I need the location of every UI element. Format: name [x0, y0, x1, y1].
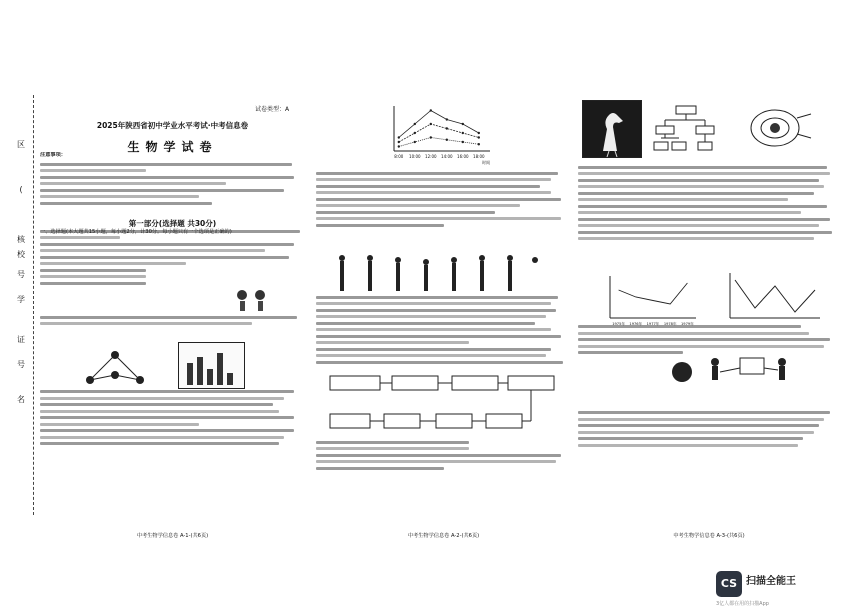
x-tick-label: 12:00 — [425, 154, 437, 159]
column-2 — [316, 168, 571, 523]
data-point — [398, 145, 400, 147]
text-line — [578, 431, 814, 434]
text-line — [316, 335, 561, 338]
text-line — [578, 192, 814, 195]
series-line-0 — [399, 111, 479, 138]
flower-pot-figure — [232, 287, 270, 317]
x-tick-label: 1977年 — [646, 322, 660, 326]
text-line — [40, 169, 146, 172]
binding-label: 学 — [17, 295, 25, 304]
text-line — [40, 189, 284, 192]
text-line — [316, 467, 444, 470]
population-line — [619, 283, 688, 304]
text-line — [578, 332, 809, 335]
cs-logo-icon: CS — [716, 571, 742, 597]
text-line — [578, 237, 814, 240]
text-line — [316, 302, 551, 305]
text-line — [40, 442, 279, 445]
text-line — [316, 178, 551, 181]
egg-structure-figure — [745, 104, 825, 149]
text-line — [316, 172, 558, 175]
data-point — [430, 123, 432, 125]
data-point — [446, 127, 448, 129]
text-line — [40, 195, 199, 198]
text-line — [40, 410, 279, 413]
movement-sequence-figure — [330, 252, 545, 298]
text-line — [316, 309, 556, 312]
binding-label: 号 — [17, 270, 25, 279]
text-line — [40, 416, 294, 419]
data-point — [462, 141, 464, 143]
text-line — [40, 403, 273, 406]
comparison-chart — [715, 268, 825, 328]
population-line-chart — [592, 270, 702, 330]
series-line-2 — [399, 138, 479, 147]
data-point — [478, 136, 480, 138]
text-line — [40, 202, 212, 205]
data-point — [446, 118, 448, 120]
text-line — [578, 444, 798, 447]
data-point — [414, 132, 416, 134]
text-line — [578, 218, 830, 221]
text-line — [578, 424, 819, 427]
text-line — [578, 351, 683, 354]
binding-label: 区 — [17, 140, 25, 149]
data-point — [430, 136, 432, 138]
bird-photo — [582, 100, 642, 158]
text-line — [316, 454, 561, 457]
text-line — [40, 182, 226, 185]
data-point — [462, 123, 464, 125]
notes-heading: 注意事项： — [40, 152, 66, 158]
text-line — [578, 179, 819, 182]
text-line — [316, 328, 551, 331]
text-line — [316, 217, 561, 220]
watermark-app-name: 扫描全能王 — [746, 576, 796, 587]
text-line — [316, 322, 535, 325]
x-tick-label: 1976年 — [629, 322, 643, 326]
text-line — [40, 256, 289, 259]
subject-title: 生物学试卷 — [127, 140, 218, 154]
section-1-heading: 第一部分(选择题 共30分) — [128, 219, 217, 228]
data-point — [478, 132, 480, 134]
data-point — [414, 123, 416, 125]
text-line — [578, 166, 827, 169]
x-tick-label: 10:00 — [409, 154, 421, 159]
binding-label: 校 — [17, 250, 25, 259]
watermark-tagline: 3亿人都在用的扫描App — [716, 601, 769, 607]
footer-page-3: 中考生物学信息卷 A-3-(共6页) — [673, 533, 745, 539]
text-line — [40, 243, 294, 246]
text-line — [316, 211, 495, 214]
text-line — [578, 185, 824, 188]
text-line — [578, 231, 832, 234]
x-tick-label: 18:00 — [473, 154, 485, 159]
binding-line — [33, 95, 34, 515]
text-line — [40, 390, 294, 393]
text-line — [316, 441, 469, 444]
exam-title: 2025年陕西省初中学业水平考试·中考信息卷 — [96, 121, 249, 130]
binding-label: 核 — [17, 235, 25, 244]
x-axis-label: 时间 — [482, 160, 490, 165]
data-point — [430, 109, 432, 111]
x-tick-label: 1975年 — [612, 322, 625, 326]
data-point — [462, 132, 464, 134]
x-tick-label: 8:00 — [394, 154, 404, 159]
data-point — [398, 136, 400, 138]
text-line — [316, 460, 556, 463]
x-tick-label: 1979年 — [681, 322, 694, 326]
column-1 — [40, 152, 305, 522]
text-line — [578, 418, 824, 421]
binding-label: 证 — [17, 335, 25, 344]
section-1-intro: 一、选择题(本大题共15小题，每小题2分，计30分。每小题只有一个选项是正确的) — [40, 229, 232, 235]
data-point — [446, 139, 448, 141]
text-line — [578, 211, 801, 214]
text-line — [578, 411, 830, 414]
text-line — [40, 397, 284, 400]
x-tick-label: 16:00 — [457, 154, 469, 159]
paper-type: 试卷类型：A — [255, 106, 290, 113]
text-line — [316, 198, 561, 201]
text-line — [316, 341, 469, 344]
text-line — [316, 185, 540, 188]
binding-label: ( — [19, 185, 23, 194]
light-line-chart — [378, 100, 496, 165]
food-web-figure — [80, 345, 150, 390]
text-line — [40, 269, 146, 272]
disease-transmission-figure — [670, 348, 800, 396]
text-line — [316, 224, 444, 227]
binding-label: 号 — [17, 360, 25, 369]
text-line — [40, 429, 294, 432]
text-line — [316, 204, 520, 207]
text-line — [578, 172, 830, 175]
bar-chart-figure — [178, 342, 245, 389]
footer-page-1: 中考生物学信息卷 A-1-(共6页) — [136, 533, 209, 539]
text-line — [316, 348, 551, 351]
text-line — [40, 249, 265, 252]
process-flow-figure — [328, 368, 558, 436]
text-line — [316, 361, 563, 364]
x-tick-label: 1978年 — [663, 322, 677, 326]
text-line — [578, 205, 827, 208]
scanner-watermark — [716, 569, 856, 607]
binding-label: 名 — [17, 395, 25, 404]
classification-tree — [652, 104, 720, 152]
text-line — [578, 437, 803, 440]
data-point — [478, 143, 480, 145]
text-line — [578, 338, 830, 341]
text-line — [40, 282, 146, 285]
text-line — [578, 224, 819, 227]
text-line — [40, 322, 252, 325]
data-point — [398, 141, 400, 143]
binding-strip — [0, 95, 38, 515]
line-chart-svg — [378, 100, 496, 165]
text-line — [316, 315, 546, 318]
column-3 — [578, 162, 840, 524]
text-line — [578, 198, 788, 201]
footer-page-2: 中考生物学信息卷 A-2-(共6页) — [407, 533, 480, 539]
text-line — [40, 236, 120, 239]
data-point — [414, 141, 416, 143]
text-line — [40, 176, 294, 179]
text-line — [316, 447, 469, 450]
text-line — [40, 436, 284, 439]
text-line — [40, 423, 199, 426]
text-line — [316, 191, 551, 194]
x-tick-label: 14:00 — [441, 154, 453, 159]
text-line — [316, 354, 546, 357]
text-line — [40, 275, 146, 278]
population-chart-svg — [592, 270, 702, 330]
text-line — [40, 163, 292, 166]
text-line — [40, 262, 186, 265]
